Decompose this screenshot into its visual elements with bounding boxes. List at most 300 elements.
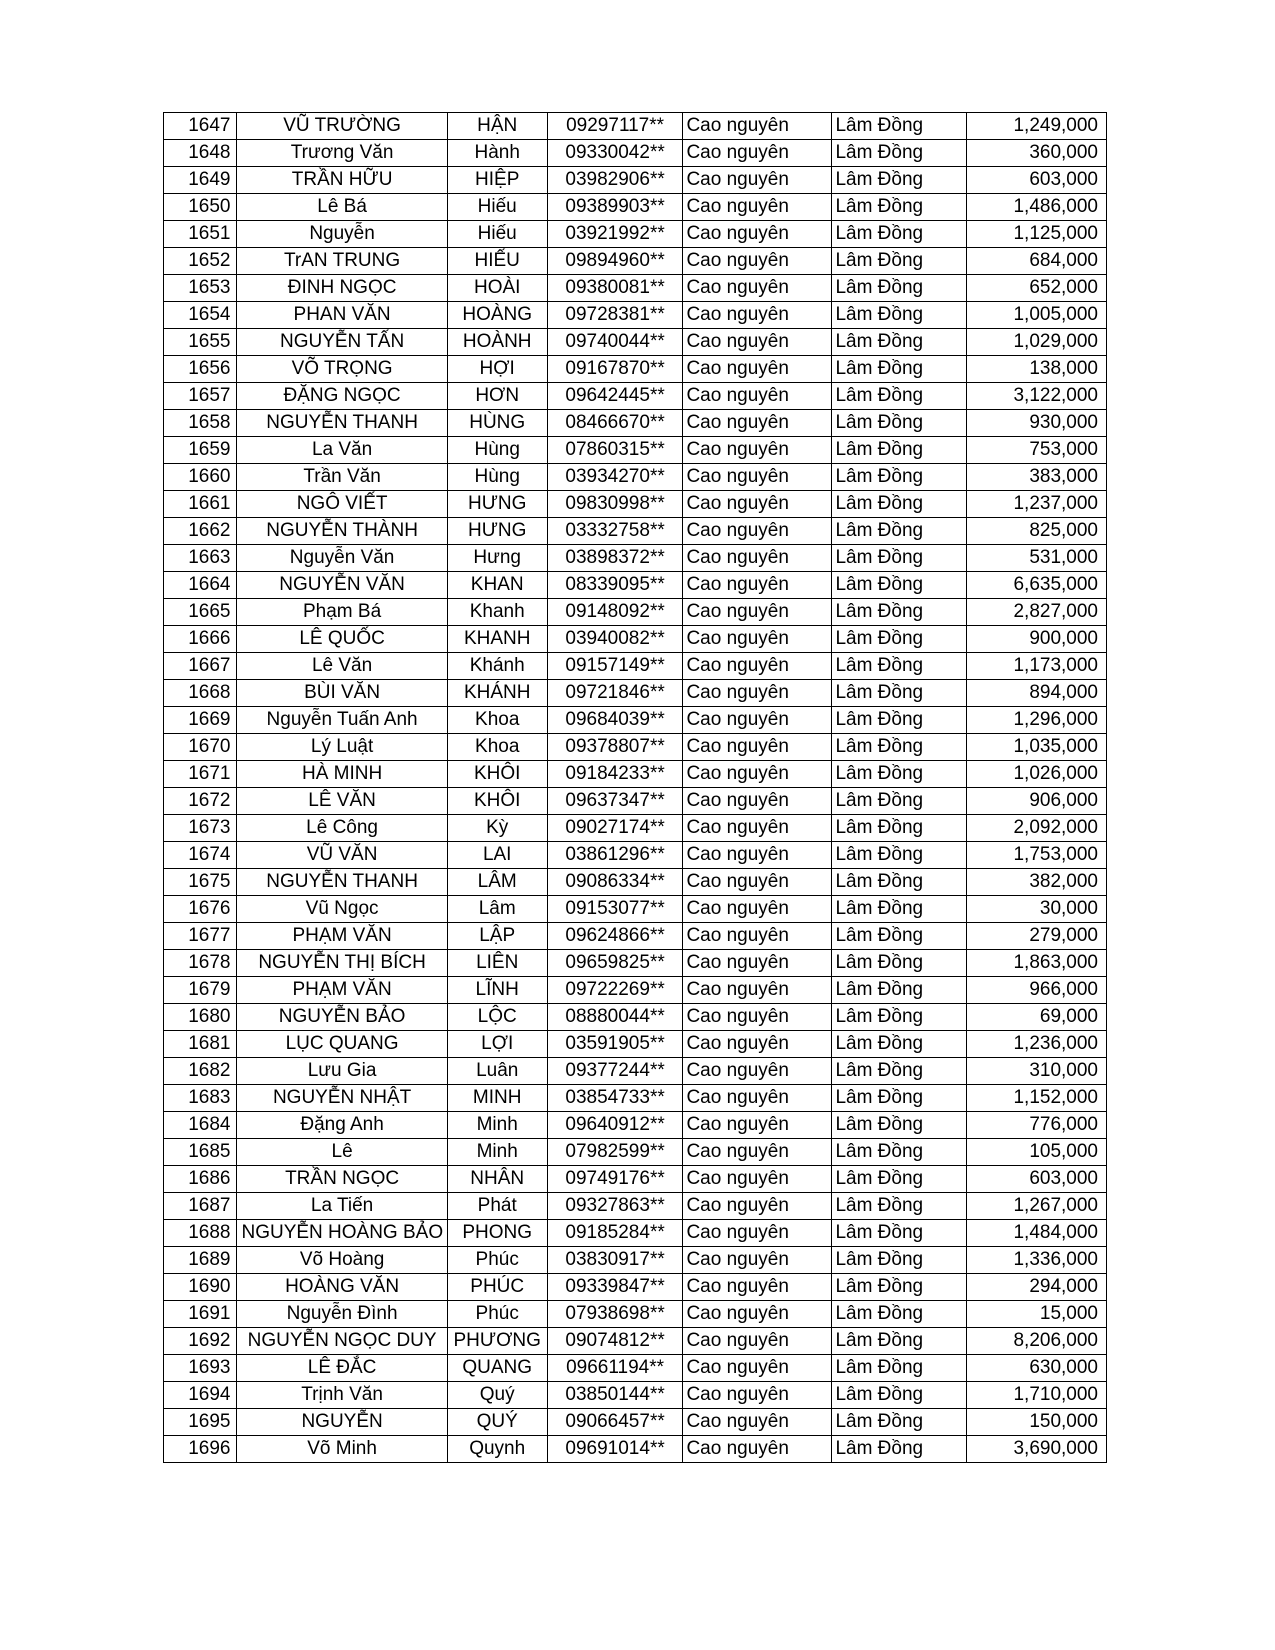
cell-family-name: ĐẶNG NGỌC — [237, 383, 447, 410]
table-body — [164, 113, 1107, 1463]
cell-province: Lâm Đồng — [832, 707, 967, 734]
cell-province: Lâm Đồng — [832, 1058, 967, 1085]
cell-province: Lâm Đồng — [832, 1382, 967, 1409]
cell-province: Lâm Đồng — [832, 734, 967, 761]
cell-family-name: NGUYỄN THÀNH — [237, 518, 447, 545]
cell-index: 1694 — [164, 1382, 237, 1409]
cell-given-name: KHÔI — [447, 788, 547, 815]
cell-province: Lâm Đồng — [832, 1004, 967, 1031]
cell-phone: 09380081** — [547, 275, 683, 302]
cell-family-name: Lê Công — [237, 815, 447, 842]
cell-phone: 09157149** — [547, 653, 683, 680]
table-row — [164, 302, 1107, 329]
cell-amount: 3,122,000 — [967, 383, 1107, 410]
cell-region: Cao nguyên — [683, 1112, 832, 1139]
cell-province: Lâm Đồng — [832, 977, 967, 1004]
cell-amount: 825,000 — [967, 518, 1107, 545]
cell-family-name: NGUYỄN THANH — [237, 869, 447, 896]
cell-province: Lâm Đồng — [832, 1274, 967, 1301]
cell-family-name: Võ Hoàng — [237, 1247, 447, 1274]
cell-province: Lâm Đồng — [832, 302, 967, 329]
cell-given-name: Phúc — [447, 1301, 547, 1328]
cell-amount: 150,000 — [967, 1409, 1107, 1436]
cell-family-name: TRẦN NGỌC — [237, 1166, 447, 1193]
cell-region: Cao nguyên — [683, 1355, 832, 1382]
cell-region: Cao nguyên — [683, 113, 832, 140]
cell-province: Lâm Đồng — [832, 1112, 967, 1139]
cell-given-name: Phát — [447, 1193, 547, 1220]
cell-phone: 03982906** — [547, 167, 683, 194]
cell-given-name: HƯNG — [447, 518, 547, 545]
table-row — [164, 761, 1107, 788]
cell-province: Lâm Đồng — [832, 761, 967, 788]
cell-amount: 1,249,000 — [967, 113, 1107, 140]
cell-family-name: VÕ TRỌNG — [237, 356, 447, 383]
cell-family-name: NGUYỄN TẤN — [237, 329, 447, 356]
cell-family-name: Nguyễn Đình — [237, 1301, 447, 1328]
cell-phone: 09148092** — [547, 599, 683, 626]
cell-index: 1657 — [164, 383, 237, 410]
cell-index: 1666 — [164, 626, 237, 653]
cell-family-name: Lê — [237, 1139, 447, 1166]
cell-family-name: LỤC QUANG — [237, 1031, 447, 1058]
cell-phone: 03898372** — [547, 545, 683, 572]
cell-index: 1661 — [164, 491, 237, 518]
table-row — [164, 1382, 1107, 1409]
cell-amount: 1,863,000 — [967, 950, 1107, 977]
cell-index: 1695 — [164, 1409, 237, 1436]
table-row — [164, 1436, 1107, 1463]
cell-given-name: QUÝ — [447, 1409, 547, 1436]
cell-province: Lâm Đồng — [832, 842, 967, 869]
cell-phone: 09377244** — [547, 1058, 683, 1085]
cell-index: 1653 — [164, 275, 237, 302]
cell-region: Cao nguyên — [683, 1004, 832, 1031]
cell-province: Lâm Đồng — [832, 248, 967, 275]
cell-phone: 09330042** — [547, 140, 683, 167]
cell-amount: 930,000 — [967, 410, 1107, 437]
cell-phone: 09721846** — [547, 680, 683, 707]
cell-amount: 531,000 — [967, 545, 1107, 572]
cell-phone: 09185284** — [547, 1220, 683, 1247]
cell-province: Lâm Đồng — [832, 167, 967, 194]
cell-phone: 09378807** — [547, 734, 683, 761]
table-row — [164, 1220, 1107, 1247]
cell-family-name: Nguyễn Tuấn Anh — [237, 707, 447, 734]
cell-region: Cao nguyên — [683, 653, 832, 680]
cell-given-name: Khánh — [447, 653, 547, 680]
cell-family-name: Lê Bá — [237, 194, 447, 221]
cell-phone: 09722269** — [547, 977, 683, 1004]
cell-given-name: NHÂN — [447, 1166, 547, 1193]
cell-region: Cao nguyên — [683, 950, 832, 977]
cell-index: 1678 — [164, 950, 237, 977]
cell-region: Cao nguyên — [683, 734, 832, 761]
cell-family-name: Trương Văn — [237, 140, 447, 167]
cell-phone: 09086334** — [547, 869, 683, 896]
cell-province: Lâm Đồng — [832, 491, 967, 518]
cell-region: Cao nguyên — [683, 518, 832, 545]
cell-region: Cao nguyên — [683, 1139, 832, 1166]
cell-province: Lâm Đồng — [832, 896, 967, 923]
cell-region: Cao nguyên — [683, 356, 832, 383]
cell-province: Lâm Đồng — [832, 356, 967, 383]
cell-index: 1654 — [164, 302, 237, 329]
cell-region: Cao nguyên — [683, 545, 832, 572]
cell-given-name: Khoa — [447, 734, 547, 761]
cell-given-name: LĨNH — [447, 977, 547, 1004]
cell-province: Lâm Đồng — [832, 518, 967, 545]
cell-phone: 03940082** — [547, 626, 683, 653]
cell-phone: 08880044** — [547, 1004, 683, 1031]
cell-amount: 900,000 — [967, 626, 1107, 653]
table-row — [164, 788, 1107, 815]
cell-province: Lâm Đồng — [832, 869, 967, 896]
cell-family-name: VŨ VĂN — [237, 842, 447, 869]
table-row — [164, 464, 1107, 491]
cell-given-name: HƠN — [447, 383, 547, 410]
cell-province: Lâm Đồng — [832, 545, 967, 572]
cell-index: 1687 — [164, 1193, 237, 1220]
cell-index: 1683 — [164, 1085, 237, 1112]
table-row — [164, 275, 1107, 302]
table-row — [164, 113, 1107, 140]
cell-province: Lâm Đồng — [832, 680, 967, 707]
cell-index: 1684 — [164, 1112, 237, 1139]
cell-amount: 1,236,000 — [967, 1031, 1107, 1058]
cell-phone: 09640912** — [547, 1112, 683, 1139]
table-row — [164, 1058, 1107, 1085]
cell-phone: 09728381** — [547, 302, 683, 329]
cell-amount: 1,484,000 — [967, 1220, 1107, 1247]
cell-index: 1692 — [164, 1328, 237, 1355]
cell-phone: 09637347** — [547, 788, 683, 815]
cell-amount: 1,035,000 — [967, 734, 1107, 761]
table-row — [164, 1166, 1107, 1193]
cell-index: 1673 — [164, 815, 237, 842]
table-row — [164, 1085, 1107, 1112]
cell-index: 1647 — [164, 113, 237, 140]
cell-province: Lâm Đồng — [832, 329, 967, 356]
cell-given-name: Hùng — [447, 464, 547, 491]
table-row — [164, 1031, 1107, 1058]
cell-index: 1685 — [164, 1139, 237, 1166]
cell-amount: 1,237,000 — [967, 491, 1107, 518]
cell-family-name: PHAN VĂN — [237, 302, 447, 329]
cell-family-name: LÊ VĂN — [237, 788, 447, 815]
cell-region: Cao nguyên — [683, 302, 832, 329]
cell-region: Cao nguyên — [683, 464, 832, 491]
cell-province: Lâm Đồng — [832, 1301, 967, 1328]
cell-index: 1686 — [164, 1166, 237, 1193]
table-row — [164, 1139, 1107, 1166]
table-row — [164, 923, 1107, 950]
cell-amount: 966,000 — [967, 977, 1107, 1004]
cell-given-name: LỘC — [447, 1004, 547, 1031]
cell-amount: 1,026,000 — [967, 761, 1107, 788]
cell-amount: 1,005,000 — [967, 302, 1107, 329]
cell-phone: 09659825** — [547, 950, 683, 977]
cell-region: Cao nguyên — [683, 707, 832, 734]
cell-phone: 08339095** — [547, 572, 683, 599]
cell-phone: 09684039** — [547, 707, 683, 734]
cell-amount: 1,029,000 — [967, 329, 1107, 356]
cell-family-name: NGUYỄN HOÀNG BẢO — [237, 1220, 447, 1247]
table-row — [164, 626, 1107, 653]
cell-amount: 1,336,000 — [967, 1247, 1107, 1274]
cell-province: Lâm Đồng — [832, 1031, 967, 1058]
cell-province: Lâm Đồng — [832, 1220, 967, 1247]
cell-given-name: Quý — [447, 1382, 547, 1409]
cell-family-name: PHẠM VĂN — [237, 923, 447, 950]
cell-province: Lâm Đồng — [832, 815, 967, 842]
table-row — [164, 410, 1107, 437]
cell-given-name: KHÔI — [447, 761, 547, 788]
cell-given-name: Hiếu — [447, 194, 547, 221]
cell-phone: 09691014** — [547, 1436, 683, 1463]
cell-region: Cao nguyên — [683, 221, 832, 248]
cell-phone: 09894960** — [547, 248, 683, 275]
cell-phone: 09389903** — [547, 194, 683, 221]
cell-given-name: HẬN — [447, 113, 547, 140]
cell-given-name: Hành — [447, 140, 547, 167]
cell-amount: 30,000 — [967, 896, 1107, 923]
cell-phone: 03591905** — [547, 1031, 683, 1058]
cell-region: Cao nguyên — [683, 140, 832, 167]
cell-family-name: TrAN TRUNG — [237, 248, 447, 275]
table-row — [164, 1355, 1107, 1382]
cell-phone: 09661194** — [547, 1355, 683, 1382]
cell-region: Cao nguyên — [683, 680, 832, 707]
cell-phone: 03854733** — [547, 1085, 683, 1112]
cell-amount: 1,152,000 — [967, 1085, 1107, 1112]
table-row — [164, 977, 1107, 1004]
cell-amount: 382,000 — [967, 869, 1107, 896]
cell-given-name: HƯNG — [447, 491, 547, 518]
cell-region: Cao nguyên — [683, 842, 832, 869]
cell-amount: 8,206,000 — [967, 1328, 1107, 1355]
cell-family-name: Đặng Anh — [237, 1112, 447, 1139]
cell-province: Lâm Đồng — [832, 221, 967, 248]
cell-given-name: HOÀNH — [447, 329, 547, 356]
cell-region: Cao nguyên — [683, 788, 832, 815]
cell-index: 1693 — [164, 1355, 237, 1382]
table-row — [164, 221, 1107, 248]
table-row — [164, 842, 1107, 869]
cell-given-name: Lâm — [447, 896, 547, 923]
cell-amount: 603,000 — [967, 1166, 1107, 1193]
cell-phone: 09066457** — [547, 1409, 683, 1436]
cell-region: Cao nguyên — [683, 1409, 832, 1436]
cell-province: Lâm Đồng — [832, 464, 967, 491]
cell-province: Lâm Đồng — [832, 1328, 967, 1355]
cell-phone: 03332758** — [547, 518, 683, 545]
table-row — [164, 653, 1107, 680]
cell-region: Cao nguyên — [683, 329, 832, 356]
cell-province: Lâm Đồng — [832, 383, 967, 410]
cell-family-name: NGUYỄN NGỌC DUY — [237, 1328, 447, 1355]
cell-given-name: LẬP — [447, 923, 547, 950]
cell-province: Lâm Đồng — [832, 1139, 967, 1166]
cell-given-name: LỢI — [447, 1031, 547, 1058]
cell-phone: 09339847** — [547, 1274, 683, 1301]
table-row — [164, 356, 1107, 383]
cell-family-name: HÀ MINH — [237, 761, 447, 788]
cell-index: 1652 — [164, 248, 237, 275]
cell-family-name: NGUYỄN BẢO — [237, 1004, 447, 1031]
table-row — [164, 518, 1107, 545]
cell-index: 1675 — [164, 869, 237, 896]
table-row — [164, 950, 1107, 977]
cell-amount: 2,092,000 — [967, 815, 1107, 842]
cell-index: 1670 — [164, 734, 237, 761]
table-row — [164, 815, 1107, 842]
cell-given-name: Hưng — [447, 545, 547, 572]
cell-province: Lâm Đồng — [832, 1085, 967, 1112]
cell-index: 1660 — [164, 464, 237, 491]
cell-family-name: Nguyễn Văn — [237, 545, 447, 572]
cell-family-name: PHẠM VĂN — [237, 977, 447, 1004]
cell-province: Lâm Đồng — [832, 1409, 967, 1436]
cell-family-name: HOÀNG VĂN — [237, 1274, 447, 1301]
cell-family-name: LÊ ĐẮC — [237, 1355, 447, 1382]
cell-family-name: BÙI VĂN — [237, 680, 447, 707]
cell-given-name: PHONG — [447, 1220, 547, 1247]
cell-region: Cao nguyên — [683, 1166, 832, 1193]
cell-given-name: KHÁNH — [447, 680, 547, 707]
cell-index: 1680 — [164, 1004, 237, 1031]
cell-index: 1691 — [164, 1301, 237, 1328]
table-row — [164, 545, 1107, 572]
table-row — [164, 1247, 1107, 1274]
cell-index: 1664 — [164, 572, 237, 599]
cell-amount: 1,296,000 — [967, 707, 1107, 734]
cell-family-name: Lê Văn — [237, 653, 447, 680]
table-row — [164, 1004, 1107, 1031]
cell-amount: 1,173,000 — [967, 653, 1107, 680]
cell-phone: 09297117** — [547, 113, 683, 140]
cell-given-name: HÙNG — [447, 410, 547, 437]
cell-amount: 15,000 — [967, 1301, 1107, 1328]
cell-amount: 383,000 — [967, 464, 1107, 491]
cell-province: Lâm Đồng — [832, 950, 967, 977]
table-row — [164, 248, 1107, 275]
cell-index: 1658 — [164, 410, 237, 437]
cell-province: Lâm Đồng — [832, 572, 967, 599]
cell-region: Cao nguyên — [683, 1058, 832, 1085]
cell-amount: 279,000 — [967, 923, 1107, 950]
cell-phone: 09327863** — [547, 1193, 683, 1220]
cell-index: 1672 — [164, 788, 237, 815]
cell-phone: 03850144** — [547, 1382, 683, 1409]
cell-index: 1669 — [164, 707, 237, 734]
cell-index: 1651 — [164, 221, 237, 248]
cell-amount: 894,000 — [967, 680, 1107, 707]
cell-amount: 1,486,000 — [967, 194, 1107, 221]
cell-index: 1667 — [164, 653, 237, 680]
cell-region: Cao nguyên — [683, 1436, 832, 1463]
cell-phone: 09027174** — [547, 815, 683, 842]
cell-province: Lâm Đồng — [832, 1166, 967, 1193]
cell-given-name: Minh — [447, 1112, 547, 1139]
table-row — [164, 491, 1107, 518]
cell-family-name: NGÔ VIẾT — [237, 491, 447, 518]
cell-region: Cao nguyên — [683, 248, 832, 275]
cell-index: 1679 — [164, 977, 237, 1004]
cell-region: Cao nguyên — [683, 1301, 832, 1328]
table-row — [164, 680, 1107, 707]
cell-province: Lâm Đồng — [832, 1247, 967, 1274]
cell-region: Cao nguyên — [683, 626, 832, 653]
cell-family-name: VŨ TRƯỜNG — [237, 113, 447, 140]
cell-province: Lâm Đồng — [832, 437, 967, 464]
table-row — [164, 572, 1107, 599]
cell-phone: 07860315** — [547, 437, 683, 464]
data-table — [163, 112, 1107, 1463]
table-row — [164, 896, 1107, 923]
cell-amount: 105,000 — [967, 1139, 1107, 1166]
cell-province: Lâm Đồng — [832, 1436, 967, 1463]
cell-given-name: KHAN — [447, 572, 547, 599]
cell-phone: 07938698** — [547, 1301, 683, 1328]
cell-amount: 360,000 — [967, 140, 1107, 167]
cell-index: 1690 — [164, 1274, 237, 1301]
cell-region: Cao nguyên — [683, 869, 832, 896]
cell-family-name: Trịnh Văn — [237, 1382, 447, 1409]
cell-index: 1648 — [164, 140, 237, 167]
cell-region: Cao nguyên — [683, 275, 832, 302]
cell-province: Lâm Đồng — [832, 113, 967, 140]
cell-family-name: ĐINH NGỌC — [237, 275, 447, 302]
cell-family-name: LÊ QUỐC — [237, 626, 447, 653]
table-row — [164, 437, 1107, 464]
table-row — [164, 599, 1107, 626]
cell-given-name: LÂM — [447, 869, 547, 896]
cell-given-name: Hiếu — [447, 221, 547, 248]
cell-phone: 03921992** — [547, 221, 683, 248]
cell-amount: 630,000 — [967, 1355, 1107, 1382]
cell-amount: 603,000 — [967, 167, 1107, 194]
cell-index: 1681 — [164, 1031, 237, 1058]
cell-region: Cao nguyên — [683, 194, 832, 221]
cell-province: Lâm Đồng — [832, 923, 967, 950]
cell-amount: 753,000 — [967, 437, 1107, 464]
cell-phone: 08466670** — [547, 410, 683, 437]
cell-province: Lâm Đồng — [832, 194, 967, 221]
cell-family-name: Võ Minh — [237, 1436, 447, 1463]
cell-amount: 69,000 — [967, 1004, 1107, 1031]
cell-index: 1649 — [164, 167, 237, 194]
cell-region: Cao nguyên — [683, 1193, 832, 1220]
table-row — [164, 869, 1107, 896]
cell-index: 1674 — [164, 842, 237, 869]
table-row — [164, 194, 1107, 221]
cell-given-name: HOÀNG — [447, 302, 547, 329]
cell-region: Cao nguyên — [683, 761, 832, 788]
cell-given-name: HOÀI — [447, 275, 547, 302]
cell-phone: 09153077** — [547, 896, 683, 923]
cell-amount: 3,690,000 — [967, 1436, 1107, 1463]
cell-province: Lâm Đồng — [832, 1193, 967, 1220]
cell-index: 1689 — [164, 1247, 237, 1274]
table-row — [164, 1112, 1107, 1139]
cell-given-name: MINH — [447, 1085, 547, 1112]
cell-given-name: LAI — [447, 842, 547, 869]
cell-phone: 09184233** — [547, 761, 683, 788]
cell-given-name: Khoa — [447, 707, 547, 734]
cell-given-name: Minh — [447, 1139, 547, 1166]
cell-given-name: HIẾU — [447, 248, 547, 275]
